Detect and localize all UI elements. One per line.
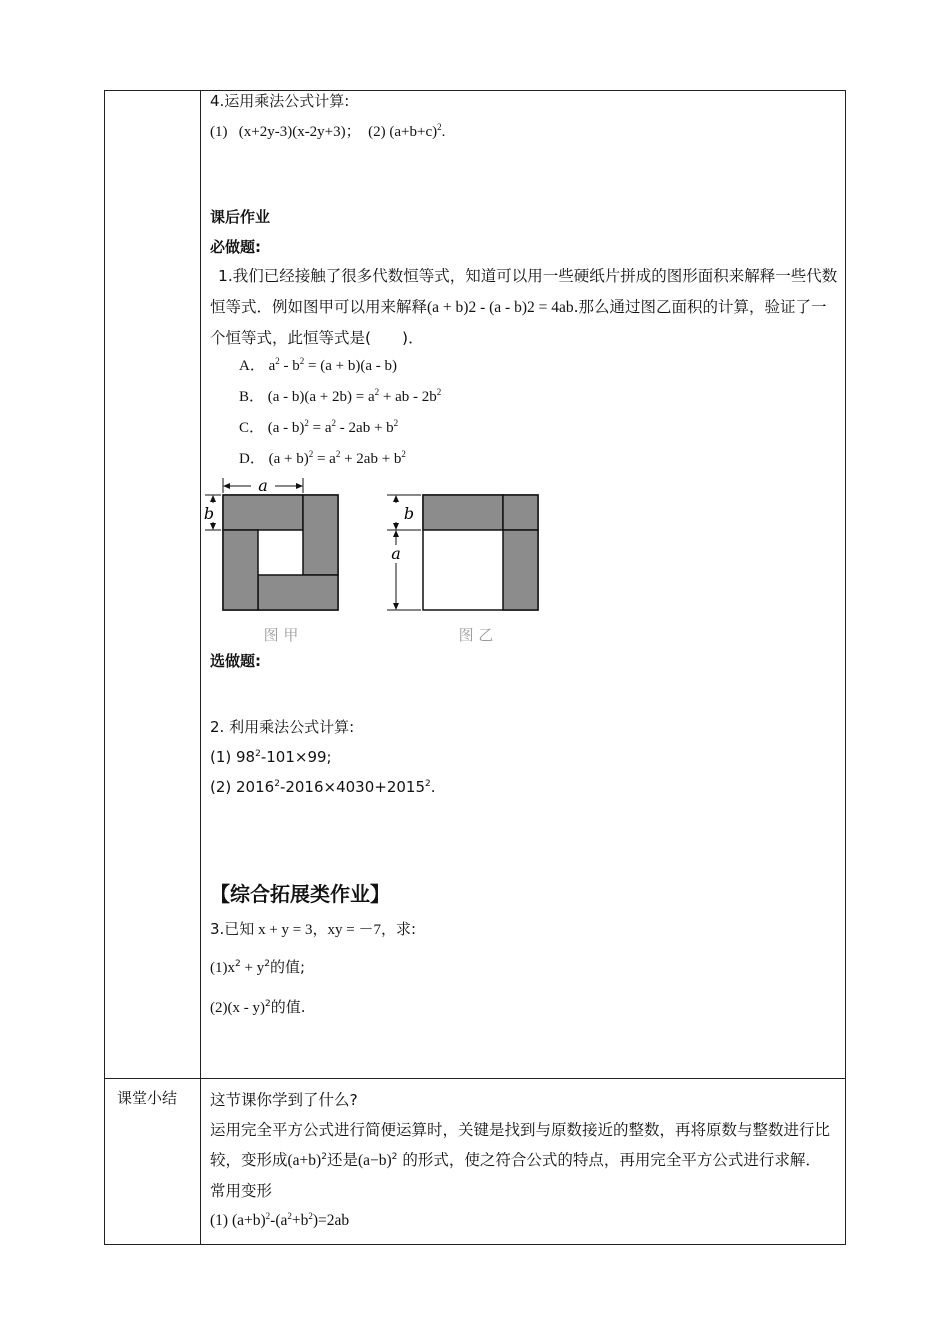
fig1-caption: 图 甲	[263, 626, 299, 644]
summary-row	[105, 1079, 846, 1245]
q2-part1: (1) $98^2-101\times 99$;	[210, 748, 332, 766]
q4-problems: (1) (x+2y-3)(x-2y+3)； (2) $(a+b+c)^2$.	[210, 122, 446, 140]
fig1-b-label: b	[203, 504, 215, 523]
fig2-a-label: a	[391, 544, 401, 563]
summary-label-cell	[105, 1079, 201, 1245]
q4-title: 4.运用乘法公式计算:	[210, 92, 350, 110]
option-b: B． $(a - b)(a + 2b) = a^2$ + ab - $2b^2$	[239, 387, 442, 405]
fig2-caption: 图 乙	[458, 626, 494, 644]
summary-cell	[201, 1079, 846, 1245]
figures	[201, 475, 551, 645]
summary-variant-1: (1) $(a+b)^2-(a^2+b^2)=2ab$	[210, 1211, 350, 1229]
lesson-table	[104, 90, 846, 1245]
q2-title: 2. 利用乘法公式计算:	[210, 718, 355, 736]
optional-heading: 选做题:	[210, 652, 261, 670]
fig2-b-label: b	[403, 504, 415, 523]
homework-heading: 课后作业	[210, 208, 271, 226]
row-label-empty	[105, 91, 201, 1079]
fig1-a-label: a	[258, 476, 268, 495]
required-heading: 必做题:	[210, 238, 261, 256]
homework-row	[105, 91, 846, 1079]
option-a: A． $a^2 - b^2 = (a + b)(a - b)$	[239, 356, 397, 374]
q3-text: 3.已知 x + y = 3，xy = －7，求:	[210, 920, 417, 938]
figure-jia	[204, 476, 338, 644]
option-c: C． $(a - b)^2 = a^2 - 2ab + b^2$	[239, 418, 399, 436]
summary-question: 这节课你学到了什么?	[210, 1091, 358, 1109]
extension-heading: 【综合拓展类作业】	[210, 882, 390, 906]
q3-part1: $(1)x^2 + y^2$的值;	[210, 958, 305, 976]
summary-common: 常用变形	[210, 1182, 273, 1200]
summary-label: 课堂小结	[117, 1089, 178, 1107]
q3-part2: (2)(x - y)$^2$的值.	[210, 998, 306, 1016]
summary-text: 运用完全平方公式进行简便运算时，关键是找到与原数接近的整数，再将原数与整数进行比较，变形成$(a+b)^2$还是$(a-b)^2$ 的形式，使之符合公式的特点，再用完全平方公式进行求解．	[210, 1121, 831, 1169]
summary-content	[201, 1079, 840, 1244]
q1-text: 1.我们已经接触了很多代数恒等式，知道可以用一些硬纸片拼成的图形面积来解释一些代数恒等式．例如图甲可以用来解释(a + b)2 - (a - b)2 = 4ab.那么通过图乙面积的计算，验证了一个恒等式，此恒等式是( )．	[210, 267, 838, 347]
homework-cell	[201, 91, 846, 1079]
q2-part2: (2) $2016^2-2016\times 4030+2015^2$.	[210, 778, 436, 796]
option-d: D． $(a + b)^2 = a^2 + 2ab + b^2$	[239, 449, 406, 467]
figure-yi	[387, 495, 538, 644]
